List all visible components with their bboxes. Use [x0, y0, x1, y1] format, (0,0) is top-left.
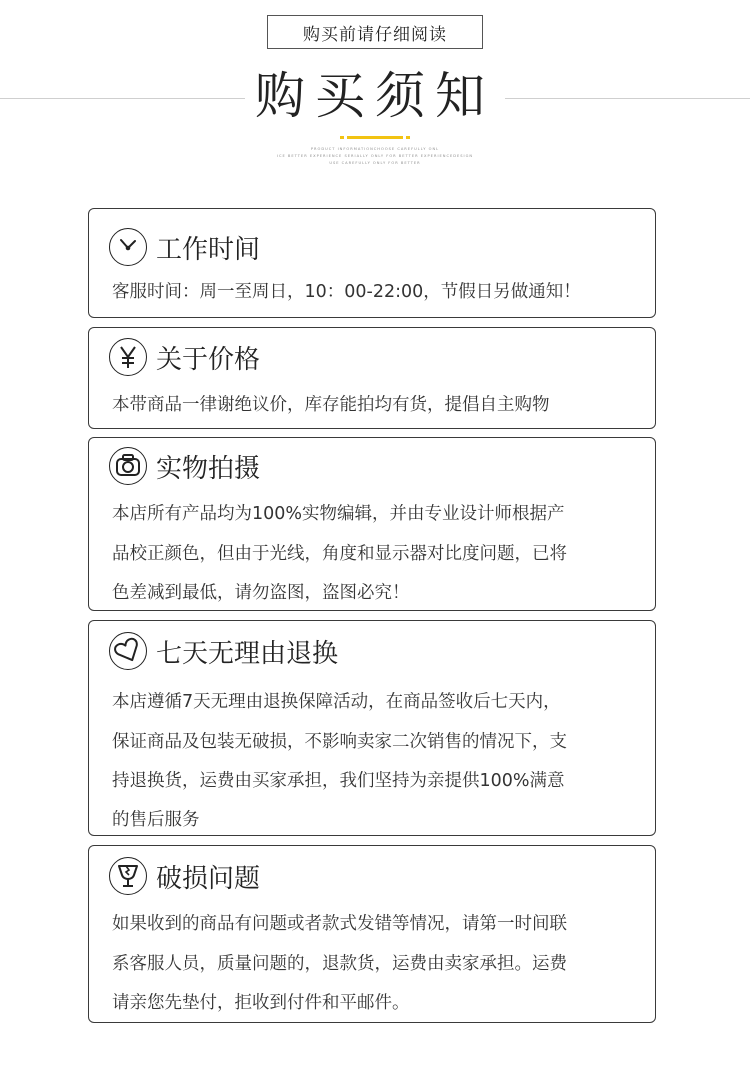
- title-underline: [347, 136, 403, 139]
- underline-dot-right: [406, 136, 410, 139]
- clock-icon: [109, 228, 147, 266]
- section-text-line: 本店遵循7天无理由退换保障活动，在商品签收后七天内，: [112, 692, 561, 712]
- section-pricing: [88, 327, 656, 429]
- header-tag: 购买前请仔细阅读: [267, 15, 483, 49]
- section-title: 实物拍摄: [156, 453, 261, 484]
- page-title: 购买须知: [255, 67, 495, 125]
- section-title: 破损问题: [156, 863, 261, 894]
- section-work-hours: [88, 208, 656, 318]
- fine-print-2: ICE BETTER EXPERIENCE SERIALLY ONLY FOR BETTER EXPERIENCEDESIGN: [276, 154, 474, 158]
- underline-dot-left: [340, 136, 344, 139]
- heart-tag-icon: [109, 632, 147, 670]
- section-title: 工作时间: [156, 234, 261, 265]
- section-damage: [88, 845, 656, 1023]
- section-title: 关于价格: [156, 344, 261, 375]
- section-text-line: 如果收到的商品有问题或者款式发错等情况，请第一时间联: [112, 914, 567, 934]
- section-text-line: 品校正颜色，但由于光线，角度和显示器对比度问题，已将: [112, 544, 567, 564]
- section-text-line: 客服时间：周一至周日，10：00-22:00，节假日另做通知！: [112, 282, 581, 302]
- section-text-line: 请亲您先垫付，拒收到付件和平邮件。: [112, 993, 410, 1013]
- divider-left: [0, 98, 245, 99]
- section-text-line: 本店所有产品均为100%实物编辑，并由专业设计师根据产: [112, 504, 565, 524]
- section-text-line: 持退换货，运费由买家承担，我们坚持为亲提供100%满意: [112, 771, 565, 791]
- section-real-photos: [88, 437, 656, 611]
- yen-icon: [109, 338, 147, 376]
- fine-print-1: PRODUCT INFORMATIONCHOOSE CAREFULLY ONL: [310, 147, 440, 151]
- fine-print-3: USE CAREFULLY ONLY FOR BETTER: [329, 161, 421, 165]
- camera-icon: [109, 447, 147, 485]
- section-text-line: 系客服人员，质量问题的，退款货，运费由卖家承担。运费: [112, 954, 567, 974]
- section-text-line: 本带商品一律谢绝议价，库存能拍均有货，提倡自主购物: [112, 395, 550, 415]
- broken-glass-icon: [109, 857, 147, 895]
- section-title: 七天无理由退换: [156, 638, 339, 669]
- section-text-line: 保证商品及包装无破损，不影响卖家二次销售的情况下，支: [112, 732, 567, 752]
- section-text-line: 的售后服务: [112, 810, 200, 830]
- section-text-line: 色差减到最低，请勿盗图，盗图必究！: [112, 583, 410, 603]
- divider-right: [505, 98, 750, 99]
- section-seven-day-return: [88, 620, 656, 836]
